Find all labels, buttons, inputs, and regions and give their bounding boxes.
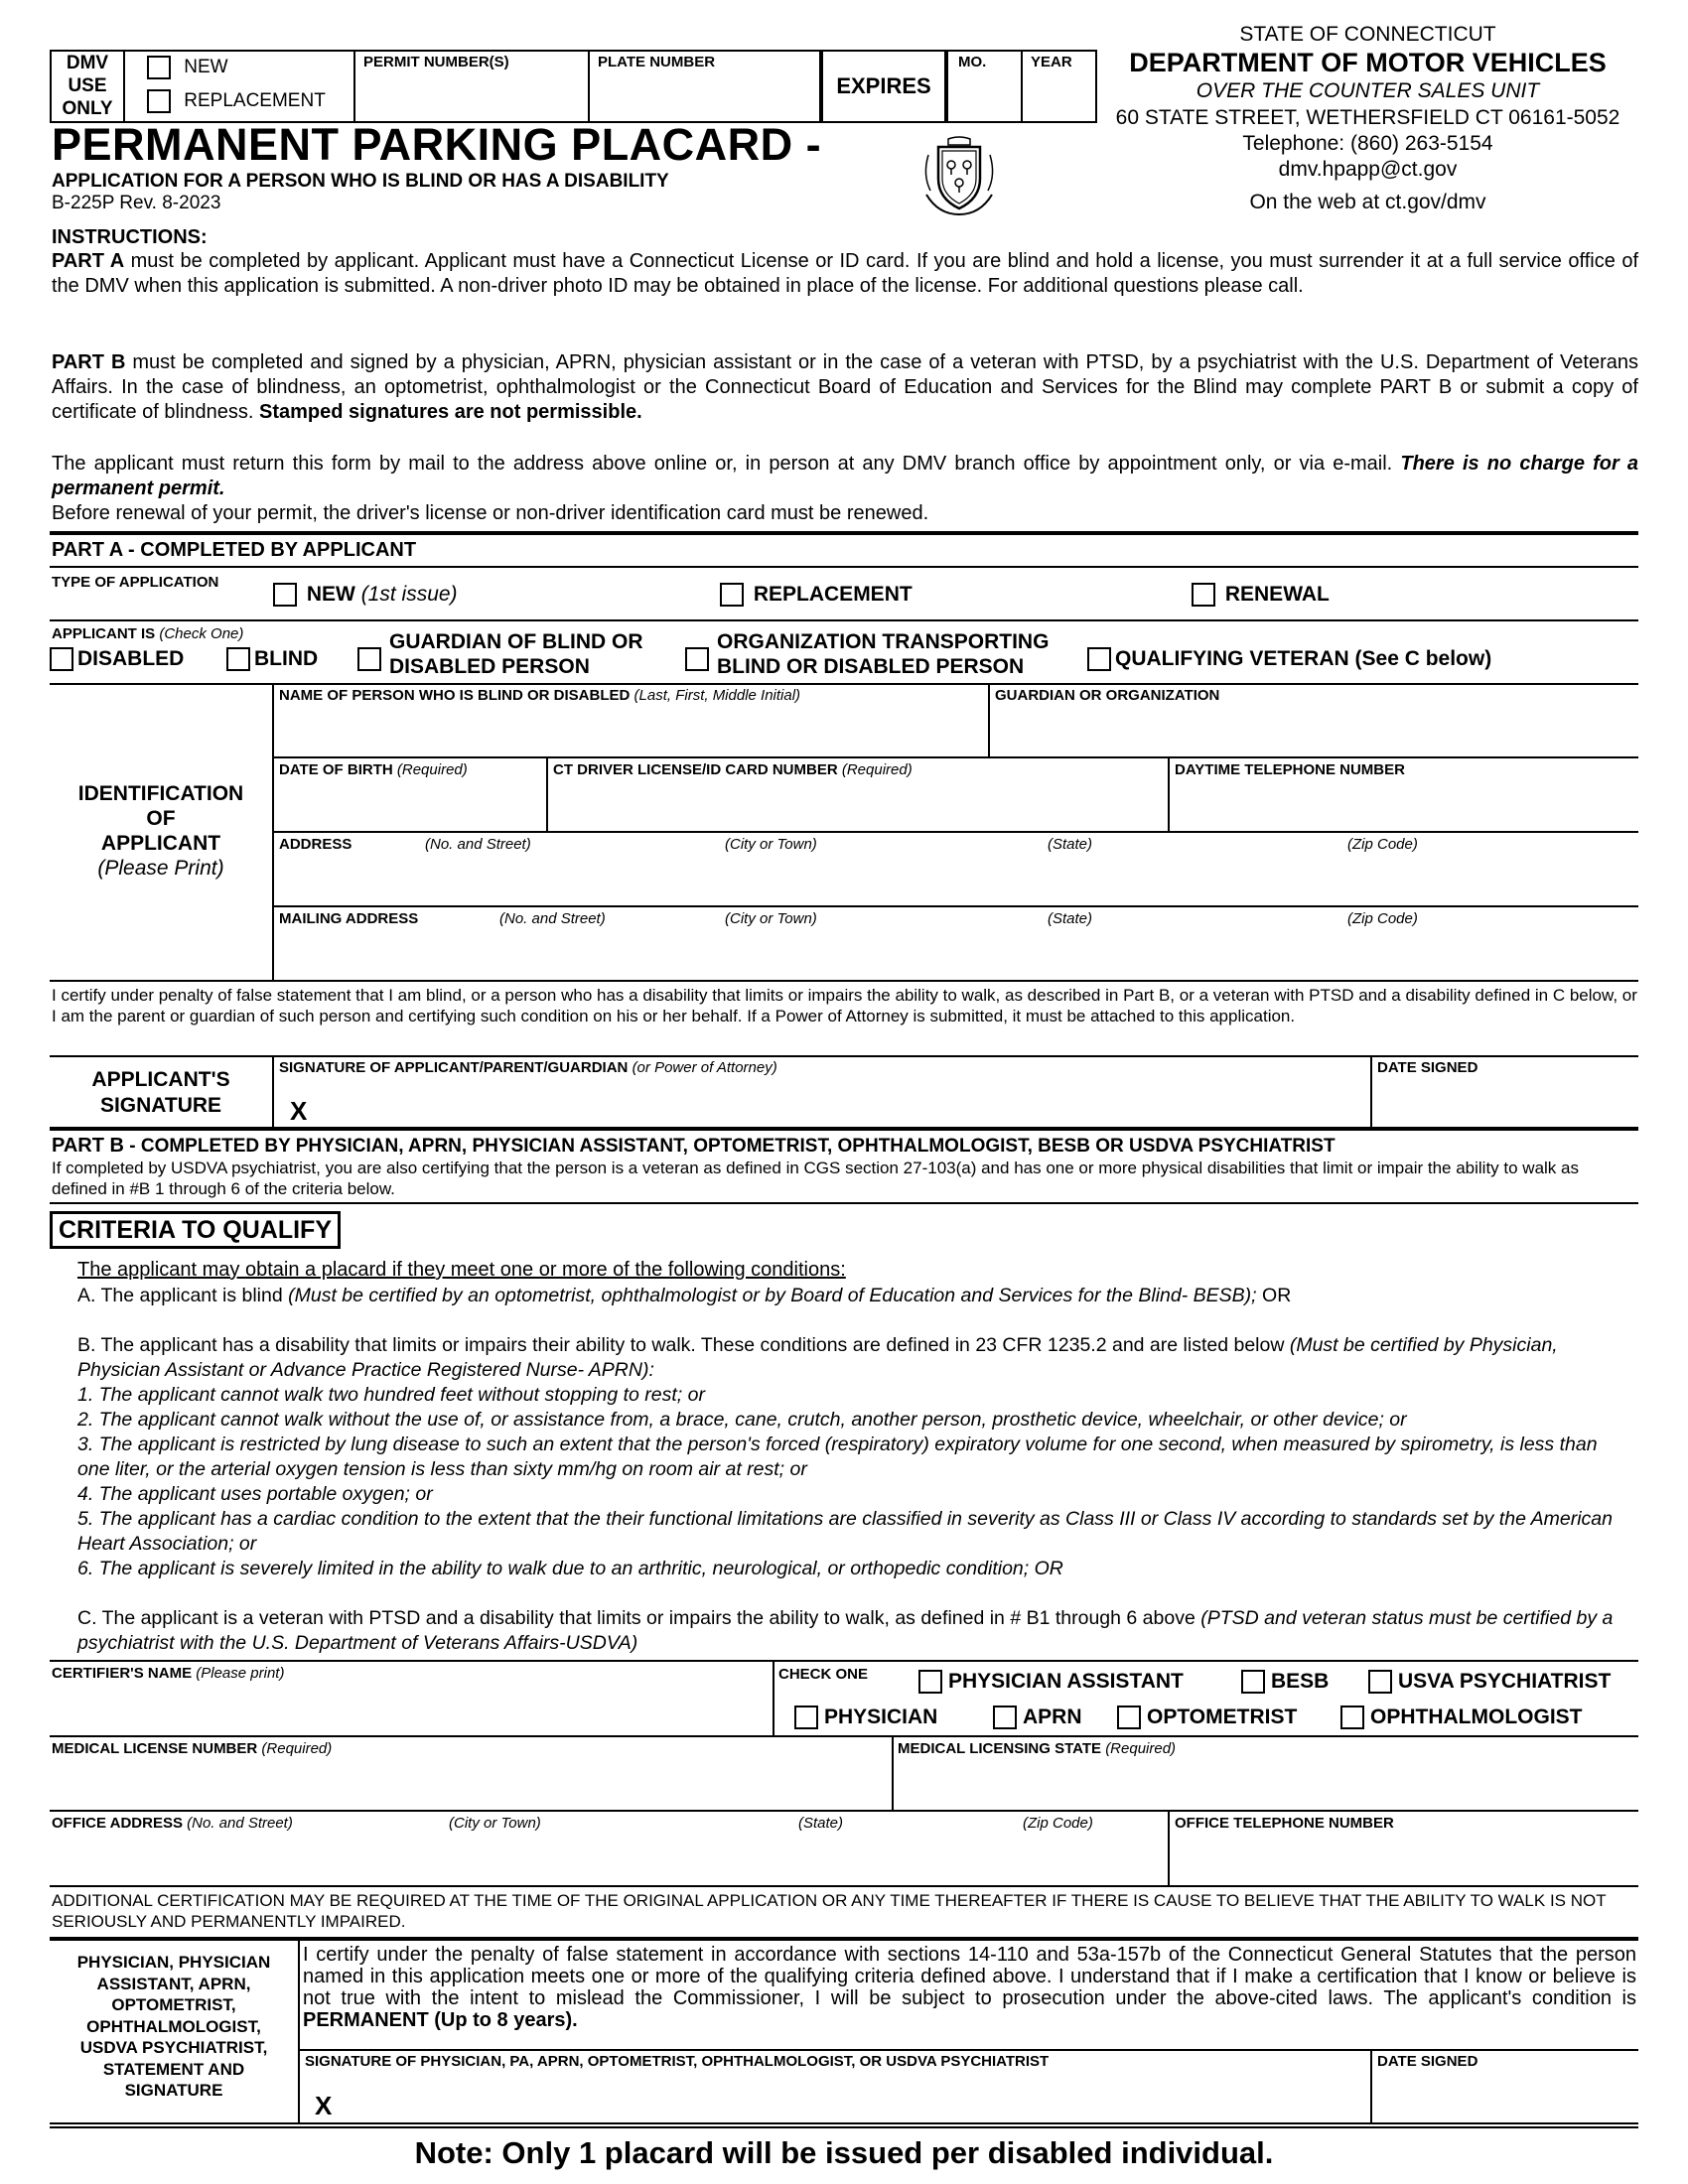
form-title: PERMANENT PARKING PLACARD - [52,119,822,170]
criteria-b-item: 4. The applicant uses portable oxygen; or [77,1483,433,1505]
mailing-state-note: (State) [1048,910,1093,927]
applicant-date-field[interactable] [1376,1080,1633,1124]
applicant-signature-heading: APPLICANT'S SIGNATURE [91,1068,230,1117]
criteria-b-item: 1. The applicant cannot walk two hundred feet without stopping to rest; or [77,1384,705,1406]
statement-text: I certify under the penalty of false statement in accordance with sections 14-110 and 53a-157b of the Connecticut General Statutes that the person named in this application meets one or more of the qualifying criteria defined above. I understand that if I make a certification that I know or believe is not true with the intent to mislead the Commissioner, I will be subject to prosecution under the above-cited laws. The applicant's condition is PERMANENT (Up to 8 years). [303,1944,1636,2031]
state-name: STATE OF CONNECTICUT [1239,23,1496,46]
criteria-c: C. The applicant is a veteran with PTSD and a disability that limits or impairs the ability to walk, as defined in # B1 through 6 above (PTSD and veteran status must be certified by a psychiatrist with the U.S. Department of Veterans Affairs-USDVA) [77,1607,1614,1654]
applicant-organization-option[interactable]: ORGANIZATION TRANSPORTING BLIND OR DISABLED PERSON [685,629,1049,679]
cert-usva-option[interactable]: USVA PSYCHIATRIST [1368,1670,1611,1694]
criteria-b-item: 5. The applicant has a cardiac condition to the extent that the their functional limitations are classified in severity as Class III or Class IV according to standards set by the American Heart Association; or [77,1508,1613,1555]
applicant-organization-checkbox[interactable] [685,647,709,671]
cert-ophthalmologist-checkbox[interactable] [1340,1706,1364,1729]
mailing-city-note: (City or Town) [725,910,817,927]
applicant-signature-field[interactable] [323,1080,1365,1124]
mailing-address-field[interactable] [278,930,1633,978]
dmv-replacement-checkbox[interactable] [147,89,171,113]
cert-besb-checkbox[interactable] [1241,1670,1265,1694]
year-label: YEAR [1031,54,1072,70]
office-address-label: OFFICE ADDRESS (No. and Street) [52,1815,293,1832]
criteria-b: B. The applicant has a disability that limits or impairs their ability to walk. These conditions are defined in 23 CFR 1235.2 and are listed below (Must be certified by Physician, Physician Assistant or Advance Practice Registered Nurse- APRN): [77,1334,1558,1381]
applicant-certification-text: I certify under penalty of false statement that I am blind, or a person who has a disability that limits or impairs the ability to walk, as described in Part B, or a veteran with PTSD and a disability defined in C below, or I am the parent or guardian of such person and certifying such condition on his or her behalf. If a Power of Attorney is submitted, it must be attached to this application. [52,986,1637,1025]
criteria-intro: The applicant may obtain a placard if they meet one or more of the following conditions: [77,1259,846,1281]
medical-license-label: MEDICAL LICENSE NUMBER (Required) [52,1740,333,1757]
check-one-label: CHECK ONE [778,1666,869,1683]
identification-heading: IDENTIFICATION OF APPLICANT (Please Print) [77,782,244,880]
type-renewal-option[interactable]: RENEWAL [1192,583,1330,607]
type-of-application-label: TYPE OF APPLICATION [52,574,219,591]
additional-certification-note: ADDITIONAL CERTIFICATION MAY BE REQUIRED AT THE TIME OF THE ORIGINAL APPLICATION OR ANY TIME THEREAFTER IF THERE IS CAUSE TO BELIEVE THAT THE ABILITY TO WALK IS NOT SERIOUSLY AND PERMANENTLY IMPAIRED. [52,1891,1607,1931]
cert-pa-checkbox[interactable] [918,1670,942,1694]
address-city-note: (City or Town) [725,836,817,853]
address-field-label: ADDRESS [279,836,352,853]
street-address: 60 STATE STREET, WETHERSFIELD CT 06161-5052 [1115,106,1620,129]
medical-license-field[interactable] [52,1761,886,1809]
address-zip-note: (Zip Code) [1347,836,1418,853]
criteria-b-item: 2. The applicant cannot walk without the use of, or assistance from, a brace, cane, crutch, another person, prosthetic device, wheelchair, or other device; or [77,1409,1407,1431]
applicant-signature-x: X [290,1096,308,1126]
medical-state-field[interactable] [898,1761,1633,1809]
mailing-zip-note: (Zip Code) [1347,910,1418,927]
name-field[interactable] [278,707,983,754]
instructions-return: The applicant must return this form by mail to the address above online or, in person at any DMV branch office by appointment only, or via e-mail. There is no charge for a permanent permit. [52,453,1638,499]
cert-besb-option[interactable]: BESB [1241,1670,1329,1694]
office-phone-label: OFFICE TELEPHONE NUMBER [1175,1815,1394,1832]
applicant-date-label: DATE SIGNED [1377,1059,1478,1076]
applicant-blind-checkbox[interactable] [226,647,250,671]
cert-physician-option[interactable]: PHYSICIAN [794,1706,937,1729]
certifier-name-label: CERTIFIER'S NAME (Please print) [52,1665,285,1682]
criteria-a: A. The applicant is blind (Must be certified by an optometrist, ophthalmologist or by Board of Education and Services for the Blind- BESB); OR [77,1285,1292,1306]
certifier-name-field[interactable] [52,1686,767,1733]
form-subtitle: APPLICATION FOR A PERSON WHO IS BLIND OR HAS A DISABILITY [52,171,669,192]
website: On the web at ct.gov/dmv [1249,191,1486,213]
instructions-renewal: Before renewal of your permit, the driver's license or non-driver identification card must be renewed. [52,502,929,524]
mailing-street-note: (No. and Street) [499,910,606,927]
telephone: Telephone: (860) 263-5154 [1242,132,1493,155]
physician-date-field[interactable] [1376,2073,1633,2120]
form-number: B-225P Rev. 8-2023 [52,193,221,213]
part-a-heading: PART A - COMPLETED BY APPLICANT [52,539,417,561]
criteria-b-item: 6. The applicant is severely limited in the ability to walk due to an arthritic, neurological, or orthopedic condition; OR [77,1558,1063,1579]
medical-state-label: MEDICAL LICENSING STATE (Required) [898,1740,1177,1757]
plate-number-label: PLATE NUMBER [598,54,716,70]
criteria-b-item: 3. The applicant is restricted by lung disease to such an extent that the person's forced (respiratory) expiratory volume for one second, when measured by spirometry, is less than one liter, or the arterial oxygen tension is less than sixty mm/hg on room air at rest; or [77,1433,1598,1480]
office-address-field[interactable] [52,1836,1162,1883]
part-b-heading: PART B - COMPLETED BY PHYSICIAN, APRN, PHYSICIAN ASSISTANT, OPTOMETRIST, OPHTHALMOLOGIST, BESB OR USDVA PSYCHIATRIST [52,1135,1336,1157]
physician-signature-x: X [315,2091,333,2120]
dmv-replacement-label: REPLACEMENT [184,90,326,112]
cert-aprn-checkbox[interactable] [993,1706,1017,1729]
physician-date-label: DATE SIGNED [1377,2053,1478,2070]
license-field-label: CT DRIVER LICENSE/ID CARD NUMBER (Required) [553,761,913,778]
applicant-disabled-checkbox[interactable] [50,647,73,671]
license-field[interactable] [552,781,1163,829]
type-renewal-checkbox[interactable] [1192,583,1215,607]
applicant-disabled-option[interactable]: DISABLED [50,647,184,671]
email: dmv.hpapp@ct.gov [1278,158,1458,181]
criteria-b-list [77,1383,1626,1581]
phone-field-label: DAYTIME TELEPHONE NUMBER [1175,761,1405,778]
footer-note: Note: Only 1 placard will be issued per disabled individual. [414,2135,1274,2170]
physician-signature-field[interactable] [348,2073,1365,2120]
applicant-is-label: APPLICANT IS (Check One) [52,625,244,642]
unit-name: OVER THE COUNTER SALES UNIT [1196,79,1540,102]
statement-heading: PHYSICIAN, PHYSICIAN ASSISTANT, APRN, OPTOMETRIST, OPHTHALMOLOGIST, USDVA PSYCHIATRIST, STATEMENT AND SIGNATURE [76,1953,271,2100]
applicant-signature-label: SIGNATURE OF APPLICANT/PARENT/GUARDIAN (or Power of Attorney) [279,1059,777,1076]
cert-usva-checkbox[interactable] [1368,1670,1392,1694]
office-zip-note: (Zip Code) [1023,1815,1093,1832]
criteria-heading: CRITERIA TO QUALIFY [50,1211,341,1249]
type-replacement-option[interactable]: REPLACEMENT [720,583,913,607]
dmv-new-label: NEW [184,57,228,78]
applicant-veteran-checkbox[interactable] [1087,647,1111,671]
applicant-guardian-option[interactable]: GUARDIAN OF BLIND OR DISABLED PERSON [357,629,643,679]
cert-pa-option[interactable]: PHYSICIAN ASSISTANT [918,1670,1184,1694]
type-new-option[interactable]: NEW (1st issue) [273,583,458,607]
dmv-use-only-label: DMV USE ONLY [62,53,113,119]
dmv-new-checkbox[interactable] [147,56,171,79]
type-new-checkbox[interactable] [273,583,297,607]
type-replacement-checkbox[interactable] [720,583,744,607]
month-label: MO. [958,54,987,70]
address-state-note: (State) [1048,836,1093,853]
cert-optometrist-option[interactable]: OPTOMETRIST [1117,1706,1297,1729]
instructions-heading: INSTRUCTIONS: [52,226,208,248]
cert-physician-checkbox[interactable] [794,1706,818,1729]
office-city-note: (City or Town) [449,1815,541,1832]
dob-field-label: DATE OF BIRTH (Required) [279,761,468,778]
department-name: DEPARTMENT OF MOTOR VEHICLES [1129,48,1607,77]
mailing-address-field-label: MAILING ADDRESS [279,910,419,927]
office-state-note: (State) [798,1815,844,1832]
cert-optometrist-checkbox[interactable] [1117,1706,1141,1729]
agency-block [1097,22,1638,218]
state-seal-icon [918,135,1000,216]
part-b-note: If completed by USDVA psychiatrist, you are also certifying that the person is a veteran as defined in CGS section 27-103(a) and has one or more physical disabilities that limit or impair the ability to walk as defined in #B 1 through 6 of the criteria below. [52,1159,1579,1198]
instructions-part-b: PART B must be completed and signed by a physician, APRN, physician assistant or in the case of a veteran with PTSD, by a psychiatrist with the U.S. Department of Veterans Affairs. In the case of blindness, an optometrist, ophthalmologist or the Connecticut Board of Education and Services for the Blind may complete PART B or submit a copy of certificate of blindness. Stamped signatures are not permissible. [52,351,1638,423]
phone-field[interactable] [1174,781,1633,829]
permit-numbers-label: PERMIT NUMBER(S) [363,54,509,70]
applicant-guardian-checkbox[interactable] [357,647,381,671]
address-street-note: (No. and Street) [425,836,531,853]
instructions-part-a: PART A must be completed by applicant. Applicant must have a Connecticut License or ID card. If you are blind and hold a license, you must surrender it at a full service office of the DMV when this application is submitted. A non-driver photo ID may be obtained in place of the license. For additional questions please call. [52,250,1638,297]
physician-signature-label: SIGNATURE OF PHYSICIAN, PA, APRN, OPTOMETRIST, OPHTHALMOLOGIST, OR USDVA PSYCHIATRIST [305,2053,1050,2070]
expires-label: EXPIRES [836,73,931,98]
applicant-blind-option[interactable]: BLIND [226,647,318,671]
cert-ophthalmologist-option[interactable]: OPHTHALMOLOGIST [1340,1706,1583,1729]
cert-aprn-option[interactable]: APRN [993,1706,1082,1729]
dob-field[interactable] [278,781,541,829]
name-field-label: NAME OF PERSON WHO IS BLIND OR DISABLED (Last, First, Middle Initial) [279,687,801,704]
address-field[interactable] [278,856,1633,903]
guardian-field[interactable] [993,707,1633,754]
applicant-veteran-option[interactable]: QUALIFYING VETERAN (See C below) [1087,647,1491,671]
guardian-field-label: GUARDIAN OR ORGANIZATION [995,687,1220,704]
office-phone-field[interactable] [1174,1836,1633,1883]
